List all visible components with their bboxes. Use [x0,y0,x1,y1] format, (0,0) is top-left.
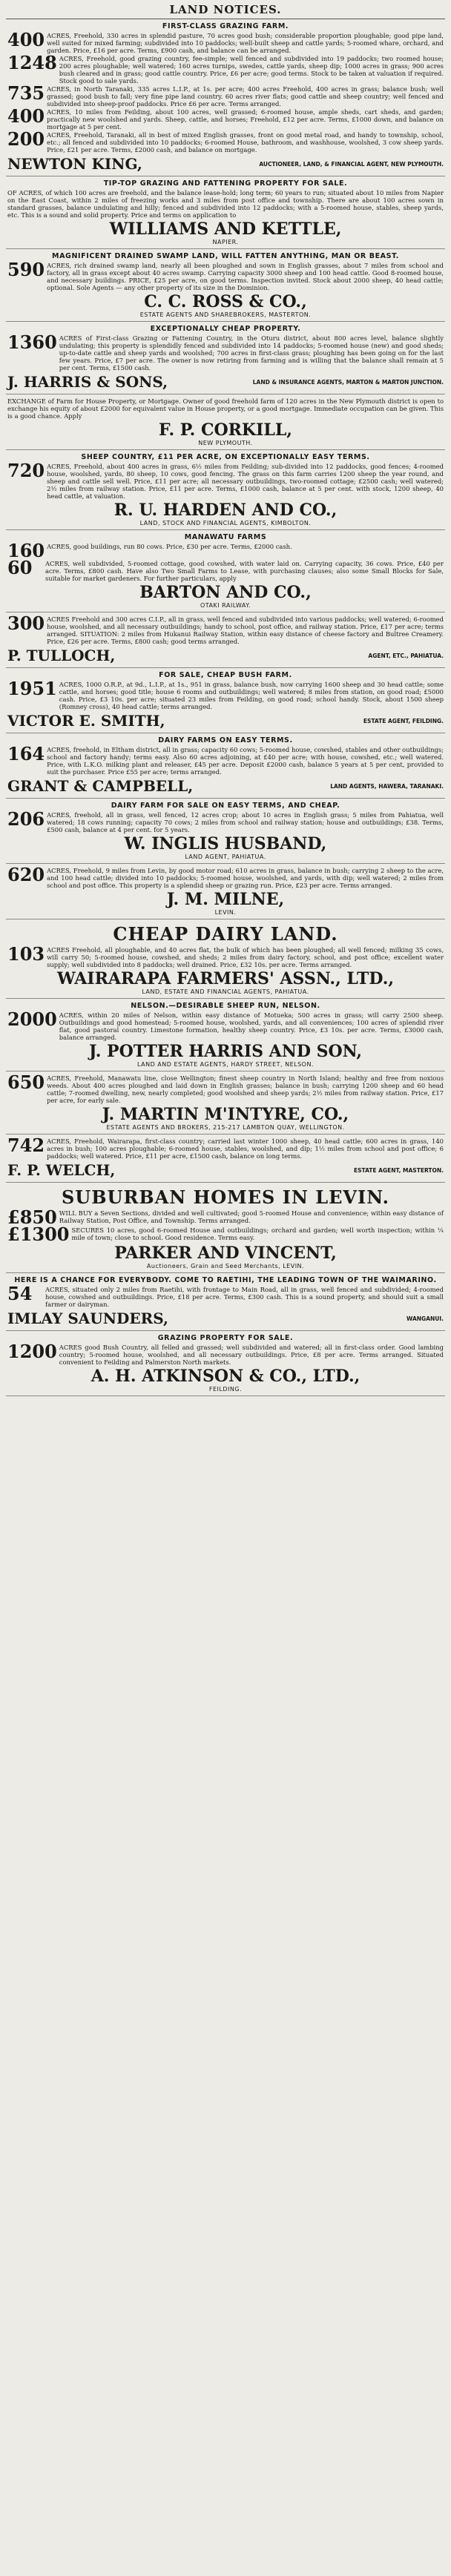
ad-heading: TIP-TOP GRAZING AND FATTENING PROPERTY FOR SALE. [103,179,348,188]
listing-acreage: £850 [7,1206,57,1228]
listing [7,1223,444,1245]
ad-block [6,668,445,733]
listing [7,557,444,582]
agent-name: F. P. WELCH, [7,1161,116,1179]
listing-acreage: 160 [7,540,45,561]
listing [7,331,444,371]
listing-text: ACRES Freehold, all ploughable, and 40 acres flat, the bulk of which has been ploughed; all well fenced; milking 35 cows, will carry 50; 5-roomed house, cowshed, and sheds; 2 miles from dairy factory, school, and post office; excellent water supply; well subdivided into 8 paddocks; well drained. Price, £32 10s. per acre. Terms arranged. [47,946,444,968]
listing-text: ACRES, within 20 miles of Nelson, within easy distance of Motueka; 500 acres in grass; will carry 2500 sheep. Outbuildings and good homestead; 5-roomed house, woolshed, yards, and all conveniences; 100 acres of splendid river flat, good pastoral country. Limestone formation, healthy sheep country. Price, £3 10s. per acre. Terms, £3000 cash, balance arranged. [59,1011,444,1041]
listing-acreage: 300 [7,612,45,634]
listing [7,259,444,291]
ad-block [6,1183,445,1273]
listing-text: ACRES, in North Taranaki, 335 acres L.I.P., at 1s. per acre; 400 acres Freehold, 400 acres in grass; balance bush; well grassed; good bush to fall; very fine pipe land country. 60 acres river flats; good cattle and sheep country; well fenced and subdivided into sheep-proof paddocks. Price £6 per acre. Terms arranged. [47,85,444,108]
agent-name: NEWTON KING, [7,155,142,173]
agent-row [7,373,444,391]
ad-block [6,19,445,176]
agent-details: OTAKI RAILWAY. [200,602,251,609]
listing-text: ACRES, 10 miles from Feilding, about 100 acres, well grassed; 6-roomed house, ample sheds, cart sheds, and garden; practically new woolshed and yards. Sheep, cattle, and horses; Freehold, £12 per acre. Terms, £1000 down, and balance on mortgage at 5 per cent. [47,108,444,131]
agent-details: LAND, ESTATE AND FINANCIAL AGENTS, PAHIATUA. [142,988,309,995]
listing [7,1206,444,1228]
agent-row [7,1161,444,1179]
listing-acreage: £1300 [7,1223,70,1245]
agent-details: LEVIN. [214,909,237,916]
ad-heading: DAIRY FARM FOR SALE ON EASY TERMS, AND CHEAP. [111,802,340,810]
newspaper-page [6,0,445,1396]
listing-text: OF ACRES, of which 100 acres are freehold, and the balance lease-hold; long term; 60 years to run; situated about 10 miles from Napier on the East Coast, within 2 miles of freezing works and 3 miles from post office and township. There are about 100 acres sown in standard grasses, balance undulating and hilly; fenced and subdivided into 12 paddocks; with a 5-roomed house, stables, sheep yards, etc. This is a sound and solid property. Price and terms on application to [7,189,444,219]
ad-heading: EXCEPTIONALLY CHEAP PROPERTY. [150,325,301,333]
listing-text: ACRES, freehold, all in grass, well fenced, 12 acres crop; about 10 acres in English grass; 5 miles from Pahiatua, well watered; 18 cows running; capacity 70 cows; 2 miles from school and railway station; house and outbuildings; £38. Terms, £500 cash, balance at 4 per cent. for 5 years. [47,811,444,833]
agent-details: ESTATE AGENTS AND SHAREBROKERS, MASTERTON. [139,311,312,318]
listing-text: ACRES, Freehold, about 400 acres in grass, 6½ miles from Feilding; sub-divided into 12 paddocks, good fences; 4-roomed house, woolshed, yards, 80 sheep, 10 cows, good fencing. The grass on this farm carries 1200 sheep the year round, and sheep and cattle sell well. Price, £11 per acre; all necessary outbuildings, two-roomed cottage; £2500 cash; well watered; 2½ miles from railway station. Price, £11 per acre. Terms, £1000 cash, balance at 5 per cent. with stock, 1200 sheep, 40 head cattle, at valuation. [47,463,444,500]
agent-details: NEW PLYMOUTH. [198,440,253,446]
agent-name: C. C. ROSS & CO., [144,292,307,311]
agent-details: WANGANUI. [406,1315,444,1322]
listing-text: ACRES, situated only 2 miles from Raetihi, with frontage to Main Road, all in grass, well fenced and subdivided; 4-roomed house, cowshed and outbuildings. Price, £18 per acre. Terms, £300 cash. This is a sound property, and should suit a small farmer or dairyman. [45,1286,444,1308]
listing-acreage: 620 [7,864,45,885]
ad-heading: FOR SALE, CHEAP BUSH FARM. [159,671,292,679]
ad-block [6,1273,445,1331]
agent-name: PARKER AND VINCENT, [114,1244,337,1263]
ad-banner: SUBURBAN HOMES IN LEVIN. [61,1186,390,1208]
listing-acreage: 1360 [7,331,57,353]
agent-details: ESTATE AGENT, MASTERTON. [354,1166,444,1174]
ad-heading: NELSON.—DESIRABLE SHEEP RUN, NELSON. [131,1002,320,1010]
listing-text: ACRES, Freehold, Manawatu line, close Wellington; finest sheep country in North Island; healthy and free from noxious weeds. About 400 acres ploughed and laid down in English grasses; balance in bush; carrying 1200 sheep and 60 head cattle; 7-roomed dwelling, new, nearly completed; good woolshed and sheep yards; 2½ miles from railway station. Price, £17 per acre, for early sale. [47,1074,444,1104]
agent-name: J. HARRIS & SONS, [7,373,168,391]
ad-heading: FIRST-CLASS GRAZING FARM. [162,22,289,30]
agent-name: J. MARTIN M'INTYRE, CO., [102,1105,349,1124]
agent-name: J. POTTER HARRIS AND SON, [89,1042,362,1061]
listing [7,1008,444,1041]
agent-row [7,1310,444,1327]
ad-block [6,799,445,864]
agent-row [7,777,444,795]
listing [7,612,444,645]
agent-details: LAND, STOCK AND FINANCIAL AGENTS, KIMBOLTON. [139,520,312,526]
listing-acreage: 206 [7,808,45,830]
listing-acreage: 103 [7,943,45,965]
agent-details: LAND AGENT, PAHIATUA. [185,853,266,860]
listing [7,540,444,561]
listing-text: ACRES Freehold and 300 acres C.I.P., all in grass, well fenced and subdivided into various paddocks; well watered; 6-roomed house, woolshed, and all necessary outbuildings; handy to school, post office, and railway station. Price, £17 per acre; terms arranged. SITUATION: 2 miles from Hukanui Railway Station, within easy distance of cheese factory and Bultree Creamery. Price, £26 per acre. Terms, £800 cash; good terms arranged. [47,615,444,645]
ad-block [6,176,445,249]
listing [7,1137,444,1160]
ad-block [6,530,445,612]
agent-name: BARTON AND CO., [139,583,312,602]
ad-block [6,999,445,1071]
agent-name: J. M. MILNE, [166,890,285,909]
listing [7,678,444,710]
listing-acreage: 735 [7,82,45,104]
listing-text: ACRES, Freehold, good grazing country, fee-simple; well fenced and subdivided into 19 paddocks; two roomed house; 200 acres ploughable; well watered; 160 acres turnips, swedes, cattle yards, sheep dip; 1000 acres in grass; 900 acres bush cleared and in grass; good cattle country. Price, £6 per acre; good terms. Stock to be taken at valuation if required. Stock good to sale yards. [59,55,444,85]
agent-row [7,647,444,664]
listing-acreage: 60 [7,557,33,578]
listing [7,128,444,153]
listing-text: ACRES, rich drained swamp land, nearly all been ploughed and sown in English grasses, about 7 miles from school and factory, all in grass except about 40 acres swamp. Carrying capacity 3000 sheep and 100 head cattle. Good 8-roomed house, and necessary buildings. PRICE, £25 per acre, on good terms. Inspection invited. Stock about 2000 sheep, 40 head cattle; optional. Sole Agents — any other property of its size in the Dominion. [47,262,444,291]
agent-details: AGENT, ETC., PAHIATUA. [368,652,444,659]
listing [7,743,444,776]
listing-acreage: 164 [7,743,45,764]
ad-block [6,864,445,919]
listing-text: ACRES, good buildings, run 80 cows. Price, £30 per acre. Terms, £2000 cash. [47,543,292,550]
listing [7,82,444,108]
listing-acreage: 742 [7,1135,45,1156]
agent-name: WILLIAMS AND KETTLE, [109,219,342,239]
listing [7,189,444,219]
agent-row [7,712,444,730]
agent-name: A. H. ATKINSON & CO., LTD., [90,1367,361,1386]
ad-block [6,249,445,322]
listing-acreage: 2000 [7,1008,57,1030]
listing [7,1341,444,1366]
listing-text: ACRES, Freehold, Wairarapa, first-class country; carried last winter 1000 sheep, 40 head cattle; 600 acres in grass, 140 acres in bush; 100 acres ploughable; 6-roomed house, stables, woolshed, and dip; 1½ miles from school and post office; 6 paddocks; well watered. Price, £11 per acre, £1500 cash, balance on long terms. [47,1137,444,1160]
ad-heading: DAIRY FARMS ON EASY TERMS. [158,736,293,744]
listing-text: WILL BUY a Seven Sections, divided and well cultivated; good 5-roomed House and convenience; within easy distance of Railway Station, Post Office, and Township. Terms arranged. [59,1209,444,1224]
ad-block [6,1331,445,1396]
listing-text: ACRES, Freehold, 330 acres in splendid pasture, 70 acres good bush; considerable proportion ploughable; good pipe land, well suited for mixed farming; subdivided into 10 paddocks; well-built sheep and cattle yards; 5-roomed whare, orchard, and garden. Price, £16 per acre. Terms, £900 cash, and balance can be arranged. [47,32,444,54]
listing-acreage: 54 [7,1283,33,1304]
agent-name: P. TULLOCH, [7,647,116,664]
ad-heading: MAGNIFICENT DRAINED SWAMP LAND, WILL FATTEN ANYTHING, MAN OR BEAST. [52,252,399,260]
listing-acreage: 590 [7,259,45,280]
agent-details: ESTATE AGENTS AND BROKERS, 215-217 LAMBTON QUAY, WELLINGTON. [106,1124,345,1131]
listing-text: ACRES, freehold, in Eltham district, all in grass; capacity 60 cows; 5-roomed house, cowshed, stables and other outbuildings; school and factory handy; terms easy. Also 60 acres adjoining, at £40 per acre; with house, cowshed, etc.; well watered. Price, with L.K.O. milking plant and releaser, £45 per acre. Deposit £2000 cash, balance 5 years at 5 per cent, provided to suit the purchaser. Price £55 per acre; terms arranged. [47,746,444,776]
listing-text: ACRES, Freehold, Taranaki, all in best of mixed English grasses, front on good metal road, and handy to township, school, etc.; all fenced and subdivided into 10 paddocks; 6-roomed House, bathroom, and washhouse, woolshed, 3 cow sheep yards. Price, £21 per acre. Terms, £2000 cash, and balance on mortgage. [47,131,444,153]
listing [7,52,444,85]
listing-acreage: 1951 [7,678,57,699]
ad-block [6,612,445,668]
listing-acreage: 1248 [7,52,57,73]
agent-name: VICTOR E. SMITH, [7,712,165,730]
page-title: LAND NOTICES. [6,0,445,19]
ads-column [6,19,445,1396]
listing-text: EXCHANGE of Farm for House Property, or Mortgage. Owner of good freehold farm of 120 acres in the New Plymouth district is open to exchange his equity of about £2000 for equivalent value in House property, or a good mortgage. Immediate occupation can be given. This is a good chance. Apply [7,397,444,420]
ad-block [6,1071,445,1135]
listing [7,808,444,833]
ad-banner: CHEAP DAIRY LAND. [113,923,338,945]
listing-text: ACRES, well subdivided, 5-roomed cottage, good cowshed, with water laid on. Carrying capacity, 36 cows. Price, £40 per acre. Terms, £800 cash. Have also Two Small Farms to Lease, with purchasing clauses; also some Small Blocks for Sale, suitable for market gardeners. For further particulars, apply [45,560,444,582]
agent-details: LAND & INSURANCE AGENTS, MARTON & MARTON JUNCTION. [252,378,444,386]
listing-text: SECURES 10 acres, good 6-roomed House and outbuildings; orchard and garden; well worth inspection; within ¼ mile of town; close to school. Good residence. Terms easy. [71,1226,444,1241]
ad-block [6,394,445,450]
listing [7,105,444,131]
agent-details: NAPIER. [212,239,239,245]
listing-acreage: 400 [7,105,45,127]
ad-block [6,1135,445,1183]
agent-details: LAND AGENTS, HAWERA, TARANAKI. [330,782,444,790]
agent-name: F. P. CORKILL, [159,420,292,440]
listing [7,1071,444,1104]
ad-heading: GRAZING PROPERTY FOR SALE. [157,1334,294,1342]
agent-name: WAIRARAPA FARMERS' ASSN., LTD., [56,969,395,988]
listing-acreage: 720 [7,460,45,481]
listing-text: ACRES, 1000 O.R.P., at 9d., L.I.P., at 1s., 951 in grass, balance bush, now carrying 1600 sheep and 30 head cattle; some cattle, and horses; good title; house 6 rooms and outbuildings; well watered; 8 miles from station, on good road; £5000 cash. Price, £3 10s. per acre; situated 23 miles from Feilding, on good road; school handy. Stock, about 1500 sheep (Romney cross), 40 head cattle; terms arranged. [59,681,444,710]
listing-acreage: 1200 [7,1341,57,1362]
ad-block [6,450,445,530]
agent-row [7,155,444,173]
listing-acreage: 650 [7,1071,45,1093]
agent-details: LAND AND ESTATE AGENTS, HARDY STREET, NELSON. [136,1061,315,1068]
listing [7,943,444,968]
agent-name: W. INGLIS HUSBAND, [124,834,327,853]
listing [7,460,444,500]
listing-acreage: 200 [7,128,45,150]
ad-block [6,919,445,999]
listing-text: ACRES of First-class Grazing or Fattening Country, in the Oturu district, about 800 acres level, balance slightly undulating; this property is splendidly fenced and subdivided into 14 paddocks; 5-roomed house (new) and good sheds; up-to-date cattle and sheep yards and woolshed; 700 acres in first-class grass; ploughing has been going on for the last few years. Price, £7 per acre. The owner is now retiring from farming and is willing that the balance shall remain at 5 per cent. Terms, £1500 cash. [59,334,444,371]
agent-details: ESTATE AGENT, FEILDING. [363,717,444,724]
agent-name: IMLAY SAUNDERS, [7,1310,168,1327]
agent-details: Auctioneers, Grain and Seed Merchants, LEVIN. [146,1263,305,1269]
listing [7,397,444,420]
agent-details: AUCTIONEER, LAND, & FINANCIAL AGENT, NEW PLYMOUTH. [259,160,444,168]
ad-heading: SHEEP COUNTRY, £11 PER ACRE, ON EXCEPTIONALLY EASY TERMS. [81,453,370,461]
ad-heading: MANAWATU FARMS [184,533,267,541]
agent-name: GRANT & CAMPBELL, [7,777,194,795]
agent-name: R. U. HARDEN AND CO., [113,501,338,520]
listing [7,1283,444,1308]
ad-block [6,733,445,799]
listing-text: ACRES good Bush Country, all felled and grassed; well subdivided and watered; all in first-class order. Good lambing country; 5-roomed house, woolshed, and all necessary outbuildings. Price, £8 per acre. Terms arranged. Situated convenient to Feilding and Palmerston North markets. [59,1344,444,1366]
listing-text: ACRES, Freehold, 9 miles from Levin, by good motor road; 610 acres in grass, balance in bush; carrying 2 sheep to the acre, and 100 head cattle; divided into 10 paddocks; 5-roomed house, woolshed, and yards, with dip; well watered; 2 miles from school and post office. This property is a splendid sheep or grazing run. Price, £23 per acre. Terms arranged. [47,867,444,889]
listing-acreage: 400 [7,29,45,50]
agent-details: FEILDING. [208,1386,243,1393]
listing [7,29,444,54]
ad-heading: HERE IS A CHANCE FOR EVERYBODY. COME TO RAETIHI, THE LEADING TOWN OF THE WAIMARINO. [14,1276,437,1284]
ad-block [6,322,445,394]
listing [7,864,444,889]
